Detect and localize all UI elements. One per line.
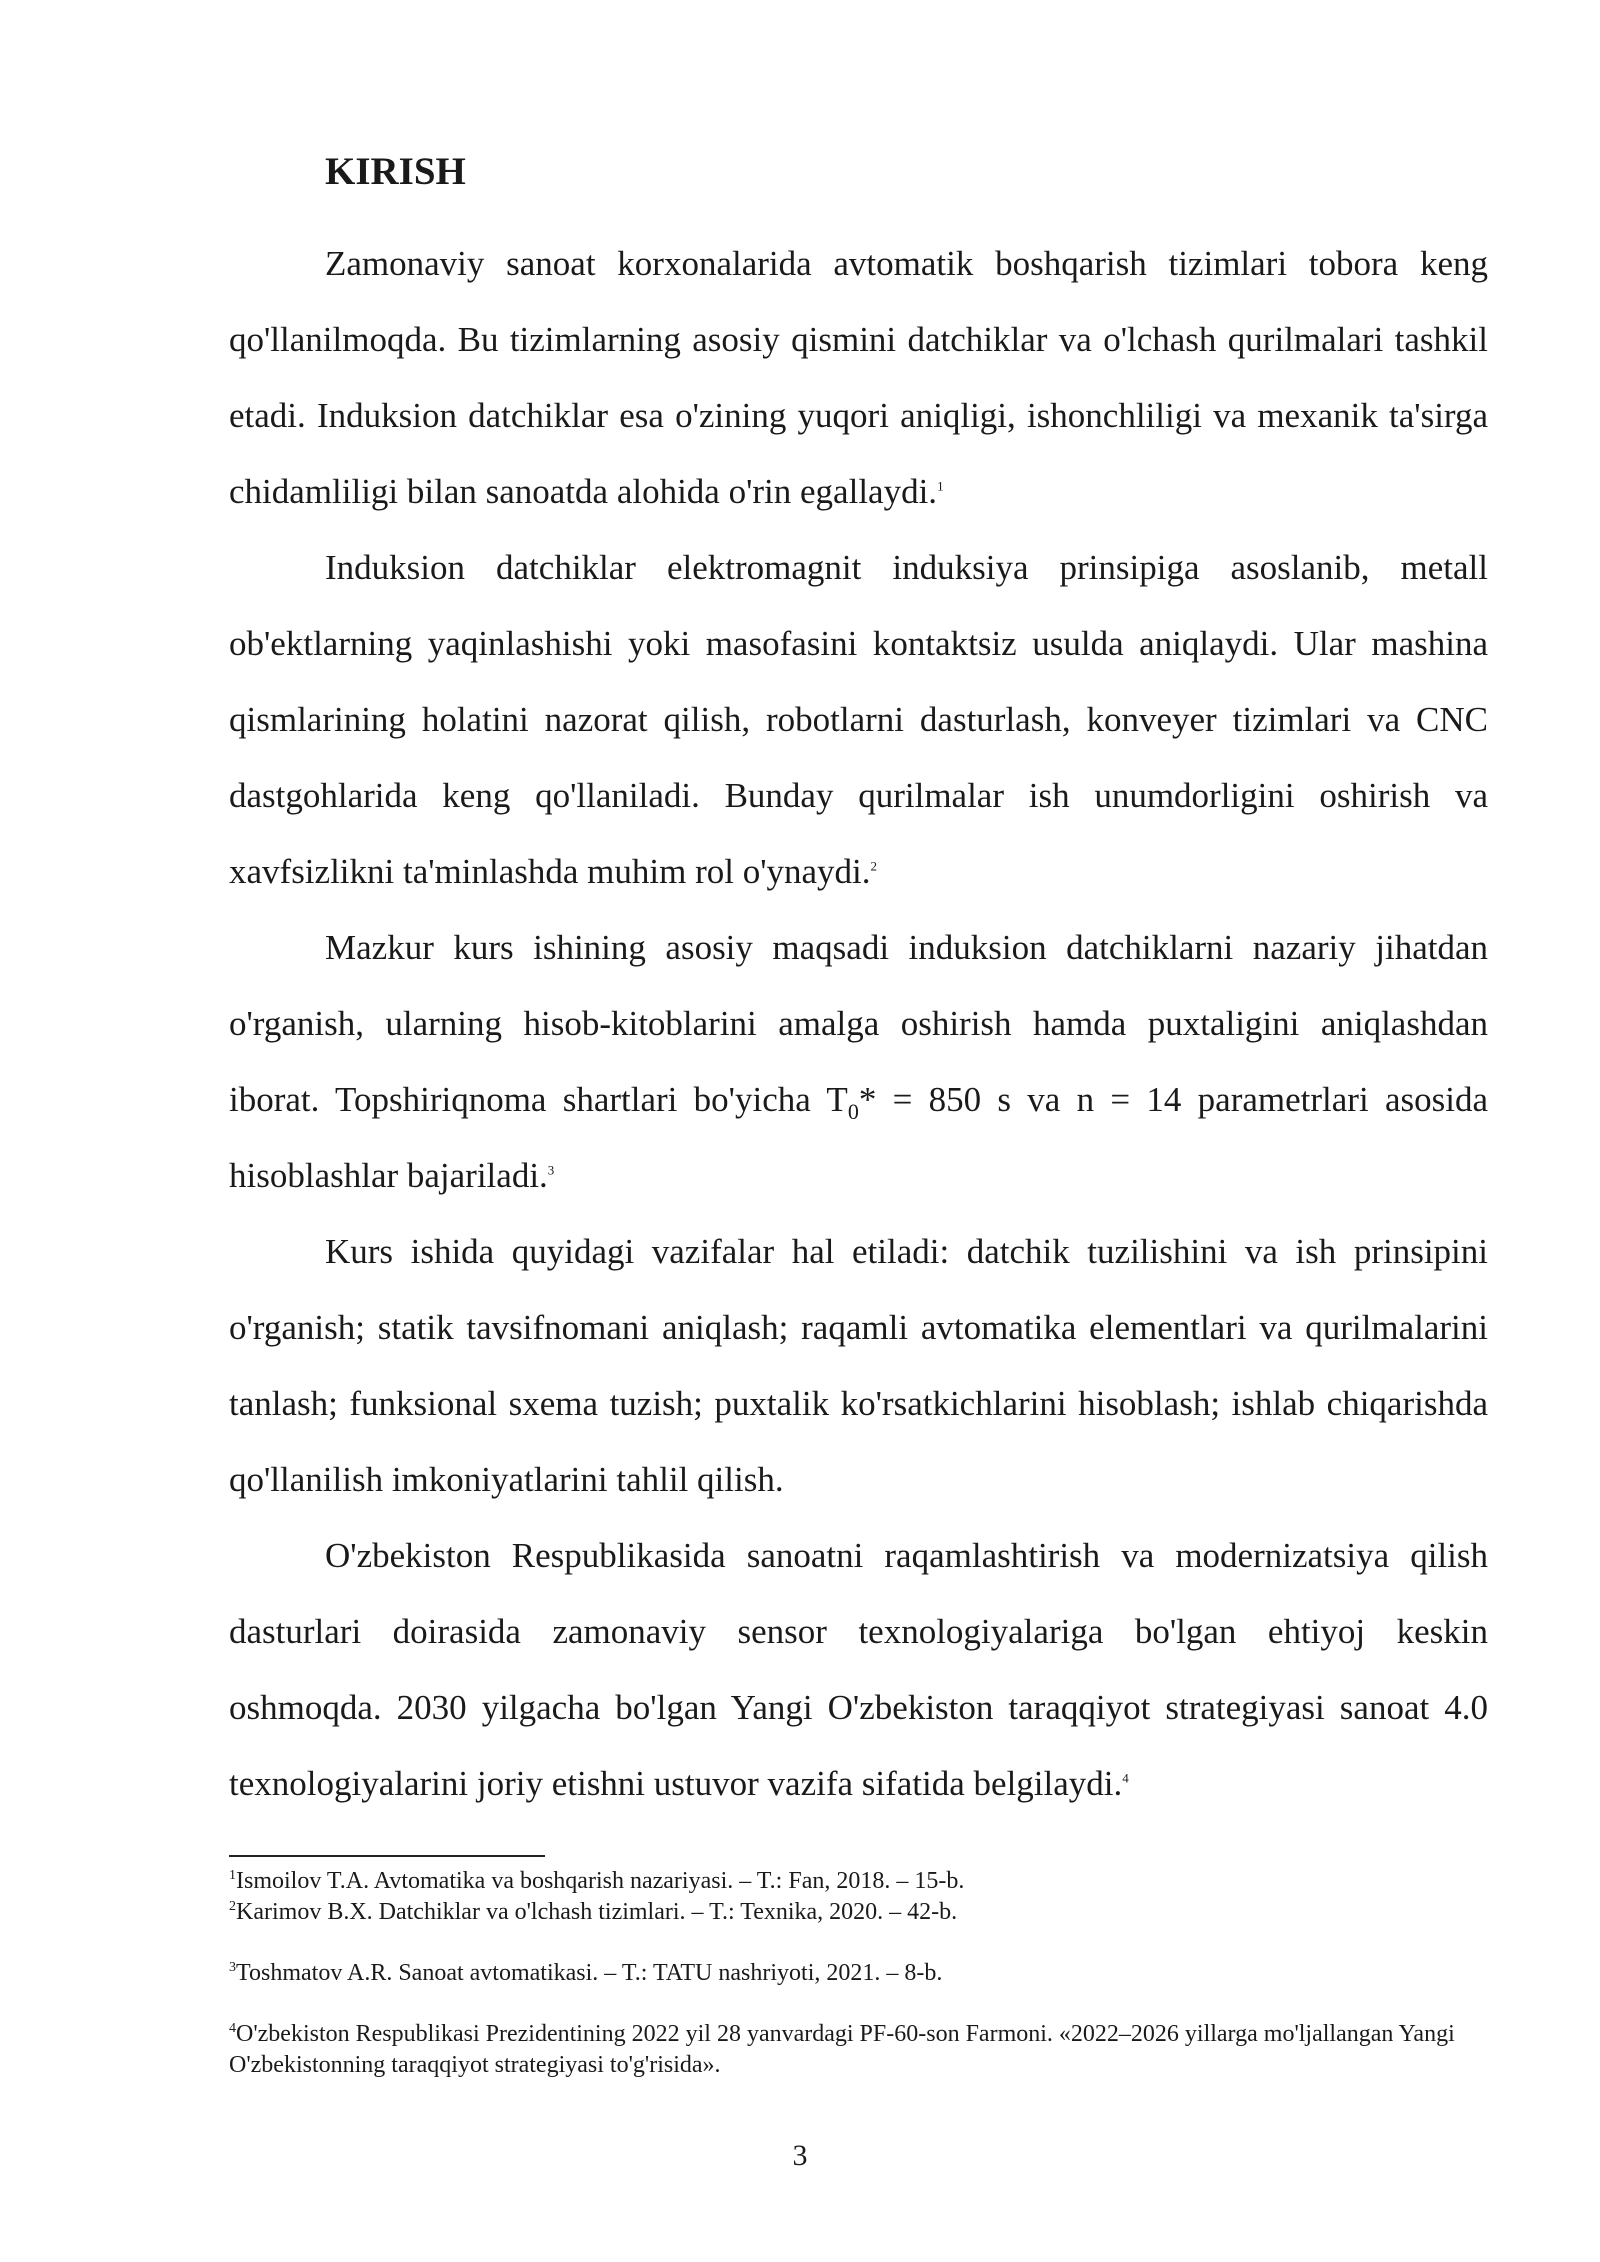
paragraph-3-text-before: Mazkur kurs ishining asosiy maqsadi induksion datchiklarni nazariy jihatdan o'rganish, ularning hisob-kitoblarini amalga oshirish hamda puxtaligini aniqlashdan iborat. Topshiriqnoma shartlari bo'yicha T xyxy=(229,928,1488,1119)
footnote-number: 1 xyxy=(229,1868,236,1883)
paragraph-3-text-after: * = 850 s va n = 14 parametrlari asosida hisoblashlar bajariladi. xyxy=(229,1080,1488,1195)
footnote-ref-4: 4 xyxy=(1122,1770,1129,1786)
paragraph-3 xyxy=(229,910,1488,1214)
footnote-text: Toshmatov A.R. Sanoat avtomatikasi. – T.: TATU nashriyoti, 2021. – 8-b. xyxy=(236,1960,943,1986)
footnote-separator xyxy=(229,1855,545,1857)
footnote-ref-2: 2 xyxy=(870,858,878,874)
t-subscript: 0 xyxy=(847,1099,859,1124)
paragraph-4 xyxy=(229,1214,1488,1518)
footnote-1 xyxy=(229,1866,1488,1897)
footnote-text: Karimov B.X. Datchiklar va o'lchash tizimlari. – T.: Texnika, 2020. – 42-b. xyxy=(236,1899,958,1925)
paragraph-2-text: Induksion datchiklar elektromagnit induksiya prinsipiga asoslanib, metall ob'ektlarning yaqinlashishi yoki masofasini kontaktsiz usulda aniqlaydi. Ular mashina qismlarining holatini nazorat qilish, robotlarni dasturlash, konveyer tizimlari va CNC dastgohlarida keng qo'llaniladi. Bunday qurilmalar ish unumdorligini oshirish va xavfsizlikni ta'minlashda muhim rol o'ynaydi. xyxy=(229,548,1488,891)
paragraph-1 xyxy=(229,226,1488,530)
footnote-4 xyxy=(229,2019,1488,2081)
footnote-number: 4 xyxy=(229,2021,236,2036)
footnote-ref-1: 1 xyxy=(937,478,944,494)
page-number: 3 xyxy=(792,2139,808,2172)
paragraph-2 xyxy=(229,530,1488,910)
footnote-text: O'zbekiston Respublikasi Prezidentining 2022 yil 28 yanvardagi PF-60-son Farmoni. «2022–2026 yillarga mo'ljallangan Yangi O'zbekistonning taraqqiyot strategiyasi to'g'risida». xyxy=(229,2021,1455,2078)
paragraph-5 xyxy=(229,1518,1488,1822)
footnote-2 xyxy=(229,1897,1488,1928)
paragraph-1-text: Zamonaviy sanoat korxonalarida avtomatik boshqarish tizimlari tobora keng qo'llanilmoqda. Bu tizimlarning asosiy qismini datchiklar va o'lchash qurilmalari tashkil etadi. Induksion datchiklar esa o'zining yuqori aniqligi, ishonchliligi va mexanik ta'sirga chidamliligi bilan sanoatda alohida o'rin egallaydi. xyxy=(229,244,1488,511)
footnote-ref-3: 3 xyxy=(547,1162,555,1178)
footnote-number: 2 xyxy=(229,1899,236,1914)
paragraph-4-text: Kurs ishida quyidagi vazifalar hal etiladi: datchik tuzilishini va ish prinsipini o'rganish; statik tavsifnomani aniqlash; raqamli avtomatika elementlari va qurilmalarini tanlash; funksional sxema tuzish; puxtalik ko'rsatkichlarini hisoblash; ishlab chiqarishda qo'llanilish imkoniyatlarini tahlil qilish. xyxy=(229,1232,1488,1499)
body-text xyxy=(229,226,1488,1822)
footnote-number: 3 xyxy=(229,1960,236,1975)
section-heading: KIRISH xyxy=(325,150,466,193)
footnote-text: Ismoilov T.A. Avtomatika va boshqarish nazariyasi. – T.: Fan, 2018. – 15-b. xyxy=(236,1868,965,1894)
footnotes xyxy=(229,1866,1488,2081)
footnote-3 xyxy=(229,1958,1488,1989)
paragraph-5-text: O'zbekiston Respublikasida sanoatni raqamlashtirish va modernizatsiya qilish dasturlari doirasida zamonaviy sensor texnologiyalariga bo'lgan ehtiyoj keskin oshmoqda. 2030 yilgacha bo'lgan Yangi O'zbekiston taraqqiyot strategiyasi sanoat 4.0 texnologiyalarini joriy etishni ustuvor vazifa sifatida belgilaydi. xyxy=(229,1536,1488,1803)
